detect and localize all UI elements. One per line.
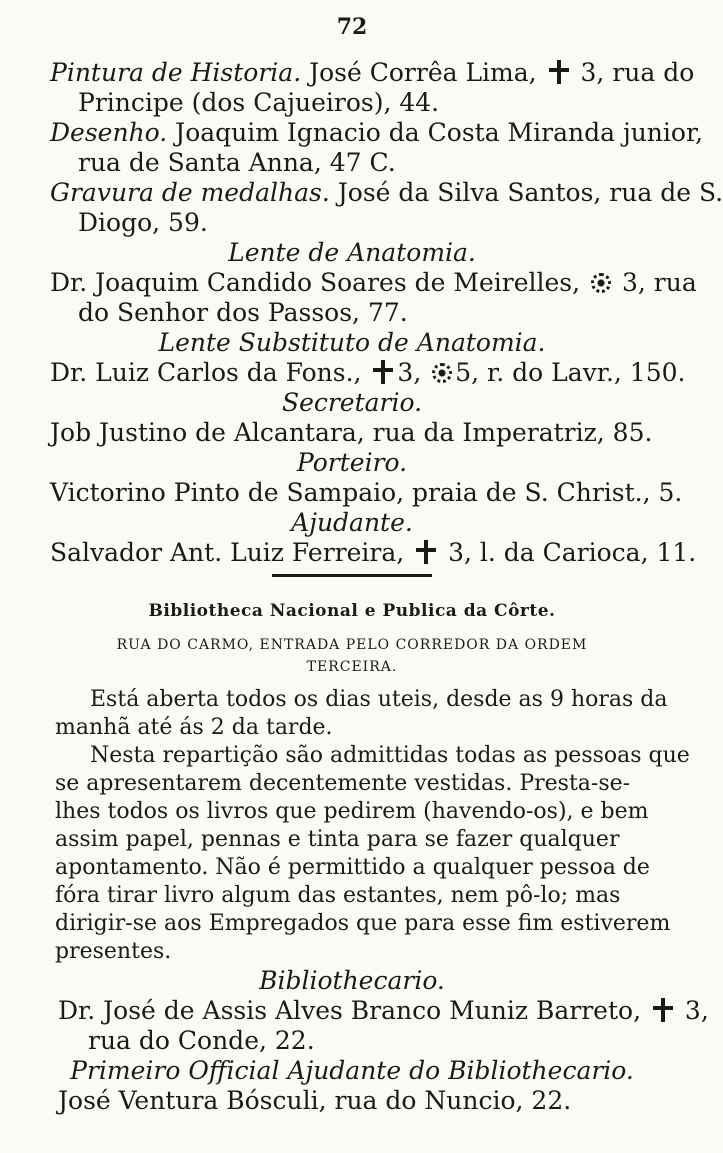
ajudante-text-after: 3, l. da Carioca, 11.: [440, 538, 697, 567]
bibliothecario-text: Dr. José de Assis Alves Branco Muniz Barreto,: [58, 996, 649, 1025]
para2-line-6: fóra tirar livro algum das estantes, nem pô-lo; mas: [55, 883, 621, 908]
ajudante-text: Salvador Ant. Luiz Ferreira,: [50, 538, 413, 567]
bibliotheca-address-2: TERCEIRA.: [306, 659, 398, 675]
bibliothecario-line-2: rua do Conde, 22.: [88, 1026, 315, 1055]
entry-label: Gravura de medalhas.: [50, 178, 330, 207]
anatomia-line-1: [50, 268, 697, 298]
section-heading-lente: Lente de Anatomia.: [228, 238, 476, 267]
page-number: 72: [336, 14, 368, 40]
entry-pintura-cont: Principe (dos Cajueiros), 44.: [78, 88, 440, 117]
para2-line-1: Nesta repartição são admittidas todas as pessoas que: [90, 743, 690, 768]
cross-of-order-icon: [415, 540, 437, 564]
substituto-text-mid: 3,: [397, 358, 430, 387]
ajudante-line: [50, 538, 696, 568]
entry-gravura: [50, 178, 723, 208]
section-heading-official: Primeiro Official Ajudante do Bibliothecario.: [70, 1056, 634, 1085]
anatomia-text-after: 3, rua: [614, 268, 697, 297]
bibliotheca-title: Bibliotheca Nacional e Publica da Côrte.: [148, 601, 556, 621]
entry-desenho: [50, 118, 703, 148]
substituto-text: Dr. Luiz Carlos da Fons.,: [50, 358, 370, 387]
cross-of-order-icon: [372, 360, 394, 384]
bibliothecario-line-1: [58, 996, 709, 1026]
para2-line-7: dirigir-se aos Empregados que para esse fim estiverem: [55, 911, 671, 936]
entry-desenho-cont: rua de Santa Anna, 47 C.: [78, 148, 396, 177]
official-line: José Ventura Bósculi, rua do Nuncio, 22.: [58, 1086, 572, 1115]
entry-label: Pintura de Historia.: [50, 58, 302, 87]
section-heading-ajudante: Ajudante.: [291, 508, 413, 537]
porteiro-line: Victorino Pinto de Sampaio, praia de S. Christ., 5.: [50, 478, 683, 507]
entry-gravura-cont: Diogo, 59.: [78, 208, 208, 237]
secretario-line: Job Justino de Alcantara, rua da Imperatriz, 85.: [50, 418, 653, 447]
rose-order-icon: [591, 273, 611, 293]
para2-line-3: lhes todos os livros que pedirem (havendo-os), e bem: [55, 799, 649, 824]
cross-of-order-icon: [652, 998, 674, 1022]
para2-line-5: apontamento. Não é permittido a qualquer pessoa de: [55, 855, 650, 880]
para2-line-2: se apresentarem decentemente vestidas. Presta-se-: [55, 771, 631, 796]
bibliotheca-address-1: RUA DO CARMO, ENTRADA PELO CORREDOR DA ORDEM: [116, 637, 588, 653]
section-heading-substituto: Lente Substituto de Anatomia.: [158, 328, 546, 357]
substituto-line: [50, 358, 685, 388]
section-heading-secretario: Secretario.: [281, 388, 423, 417]
para2-line-4: assim papel, pennas e tinta para se fazer qualquer: [55, 827, 620, 852]
anatomia-text: Dr. Joaquim Candido Soares de Meirelles,: [50, 268, 589, 297]
entry-text-after: 3, rua do: [572, 58, 695, 87]
entry-pintura: [50, 58, 694, 88]
section-divider: [272, 574, 432, 577]
cross-of-order-icon: [548, 60, 570, 84]
entry-label: Desenho.: [50, 118, 168, 147]
section-heading-bibliothecario: Bibliothecario.: [259, 966, 445, 995]
para2-line-8: presentes.: [55, 939, 172, 964]
entry-text: José Corrêa Lima,: [301, 58, 545, 87]
section-heading-porteiro: Porteiro.: [296, 448, 408, 477]
substituto-text-end: 5, r. do Lavr., 150.: [455, 358, 686, 387]
entry-text: José da Silva Santos, rua de S.: [329, 178, 723, 207]
rose-order-icon: [432, 363, 452, 383]
entry-text: Joaquim Ignacio da Costa Miranda junior,: [167, 118, 704, 147]
bibliothecario-text-after: 3,: [676, 996, 709, 1025]
anatomia-line-2: do Senhor dos Passos, 77.: [78, 298, 408, 327]
para1-line-1: Está aberta todos os dias uteis, desde as 9 horas da: [90, 687, 668, 712]
para1-line-2: manhã até ás 2 da tarde.: [55, 715, 333, 740]
